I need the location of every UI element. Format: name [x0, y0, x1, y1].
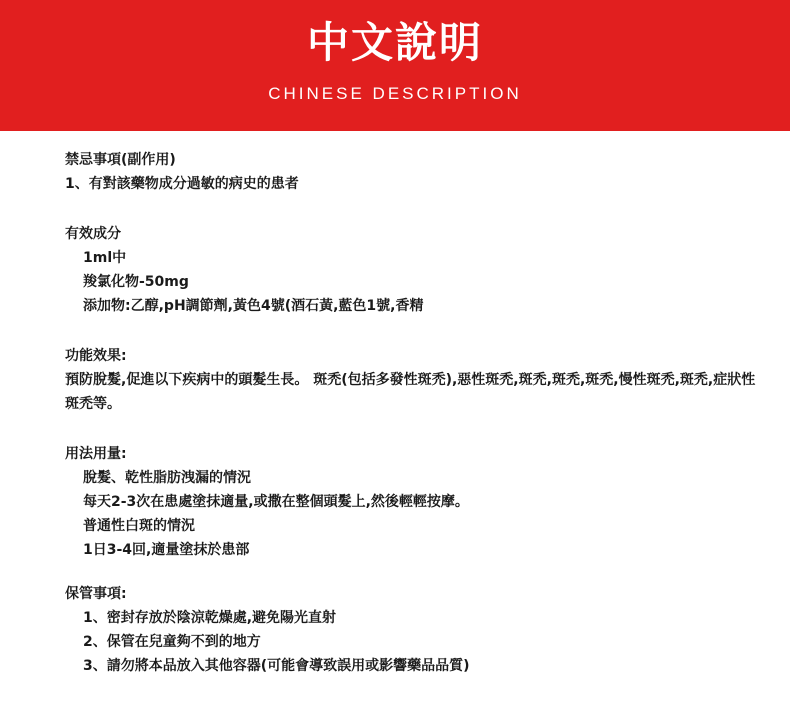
ingredient-item: 羧氯化物-50mg: [83, 274, 189, 290]
storage-heading: 保管事項:: [65, 586, 127, 602]
usage-item: 脫髮、乾性脂肪洩漏的情況: [83, 470, 251, 486]
section-gap: [65, 416, 765, 442]
storage-item: 3、請勿將本品放入其他容器(可能會導致誤用或影響藥品品質): [83, 658, 470, 674]
effects-heading: 功能效果:: [65, 348, 127, 364]
effects-section: [65, 344, 765, 416]
effects-text: 預防脫髮,促進以下疾病中的頭髮生長。 斑禿(包括多發性斑禿),惡性斑禿,斑禿,斑禿,斑禿,慢性斑禿,斑禿,症狀性斑禿等。: [65, 372, 756, 412]
header-title: 中文說明: [306, 18, 483, 67]
contraindication-item: 1、有對該藥物成分過敏的病史的患者: [65, 176, 299, 192]
storage-section: [65, 582, 765, 678]
section-gap: [65, 562, 765, 582]
contraindications-section: [65, 148, 765, 196]
usage-section: [65, 442, 765, 562]
section-gap: [65, 196, 765, 222]
storage-item: 1、密封存放於陰涼乾燥處,避免陽光直射: [83, 610, 337, 626]
header-banner: [0, 0, 790, 131]
ingredients-heading: 有效成分: [65, 226, 121, 242]
ingredient-item: 1ml中: [83, 250, 127, 266]
usage-item: 每天2-3次在患處塗抹適量,或撒在整個頭髮上,然後輕輕按摩。: [83, 494, 469, 510]
ingredients-section: [65, 222, 765, 318]
section-gap: [65, 318, 765, 344]
header-subtitle: CHINESE DESCRIPTION: [268, 84, 522, 103]
ingredient-item: 添加物:乙醇,pH調節劑,黃色4號(酒石黃,藍色1號,香精: [83, 298, 424, 314]
usage-item: 1日3-4回,適量塗抹於患部: [83, 542, 250, 558]
description-body: [65, 148, 765, 678]
storage-item: 2、保管在兒童夠不到的地方: [83, 634, 261, 650]
contraindications-heading: 禁忌事項(副作用): [65, 152, 176, 168]
usage-heading: 用法用量:: [65, 446, 127, 462]
usage-item: 普通性白斑的情況: [83, 518, 195, 534]
